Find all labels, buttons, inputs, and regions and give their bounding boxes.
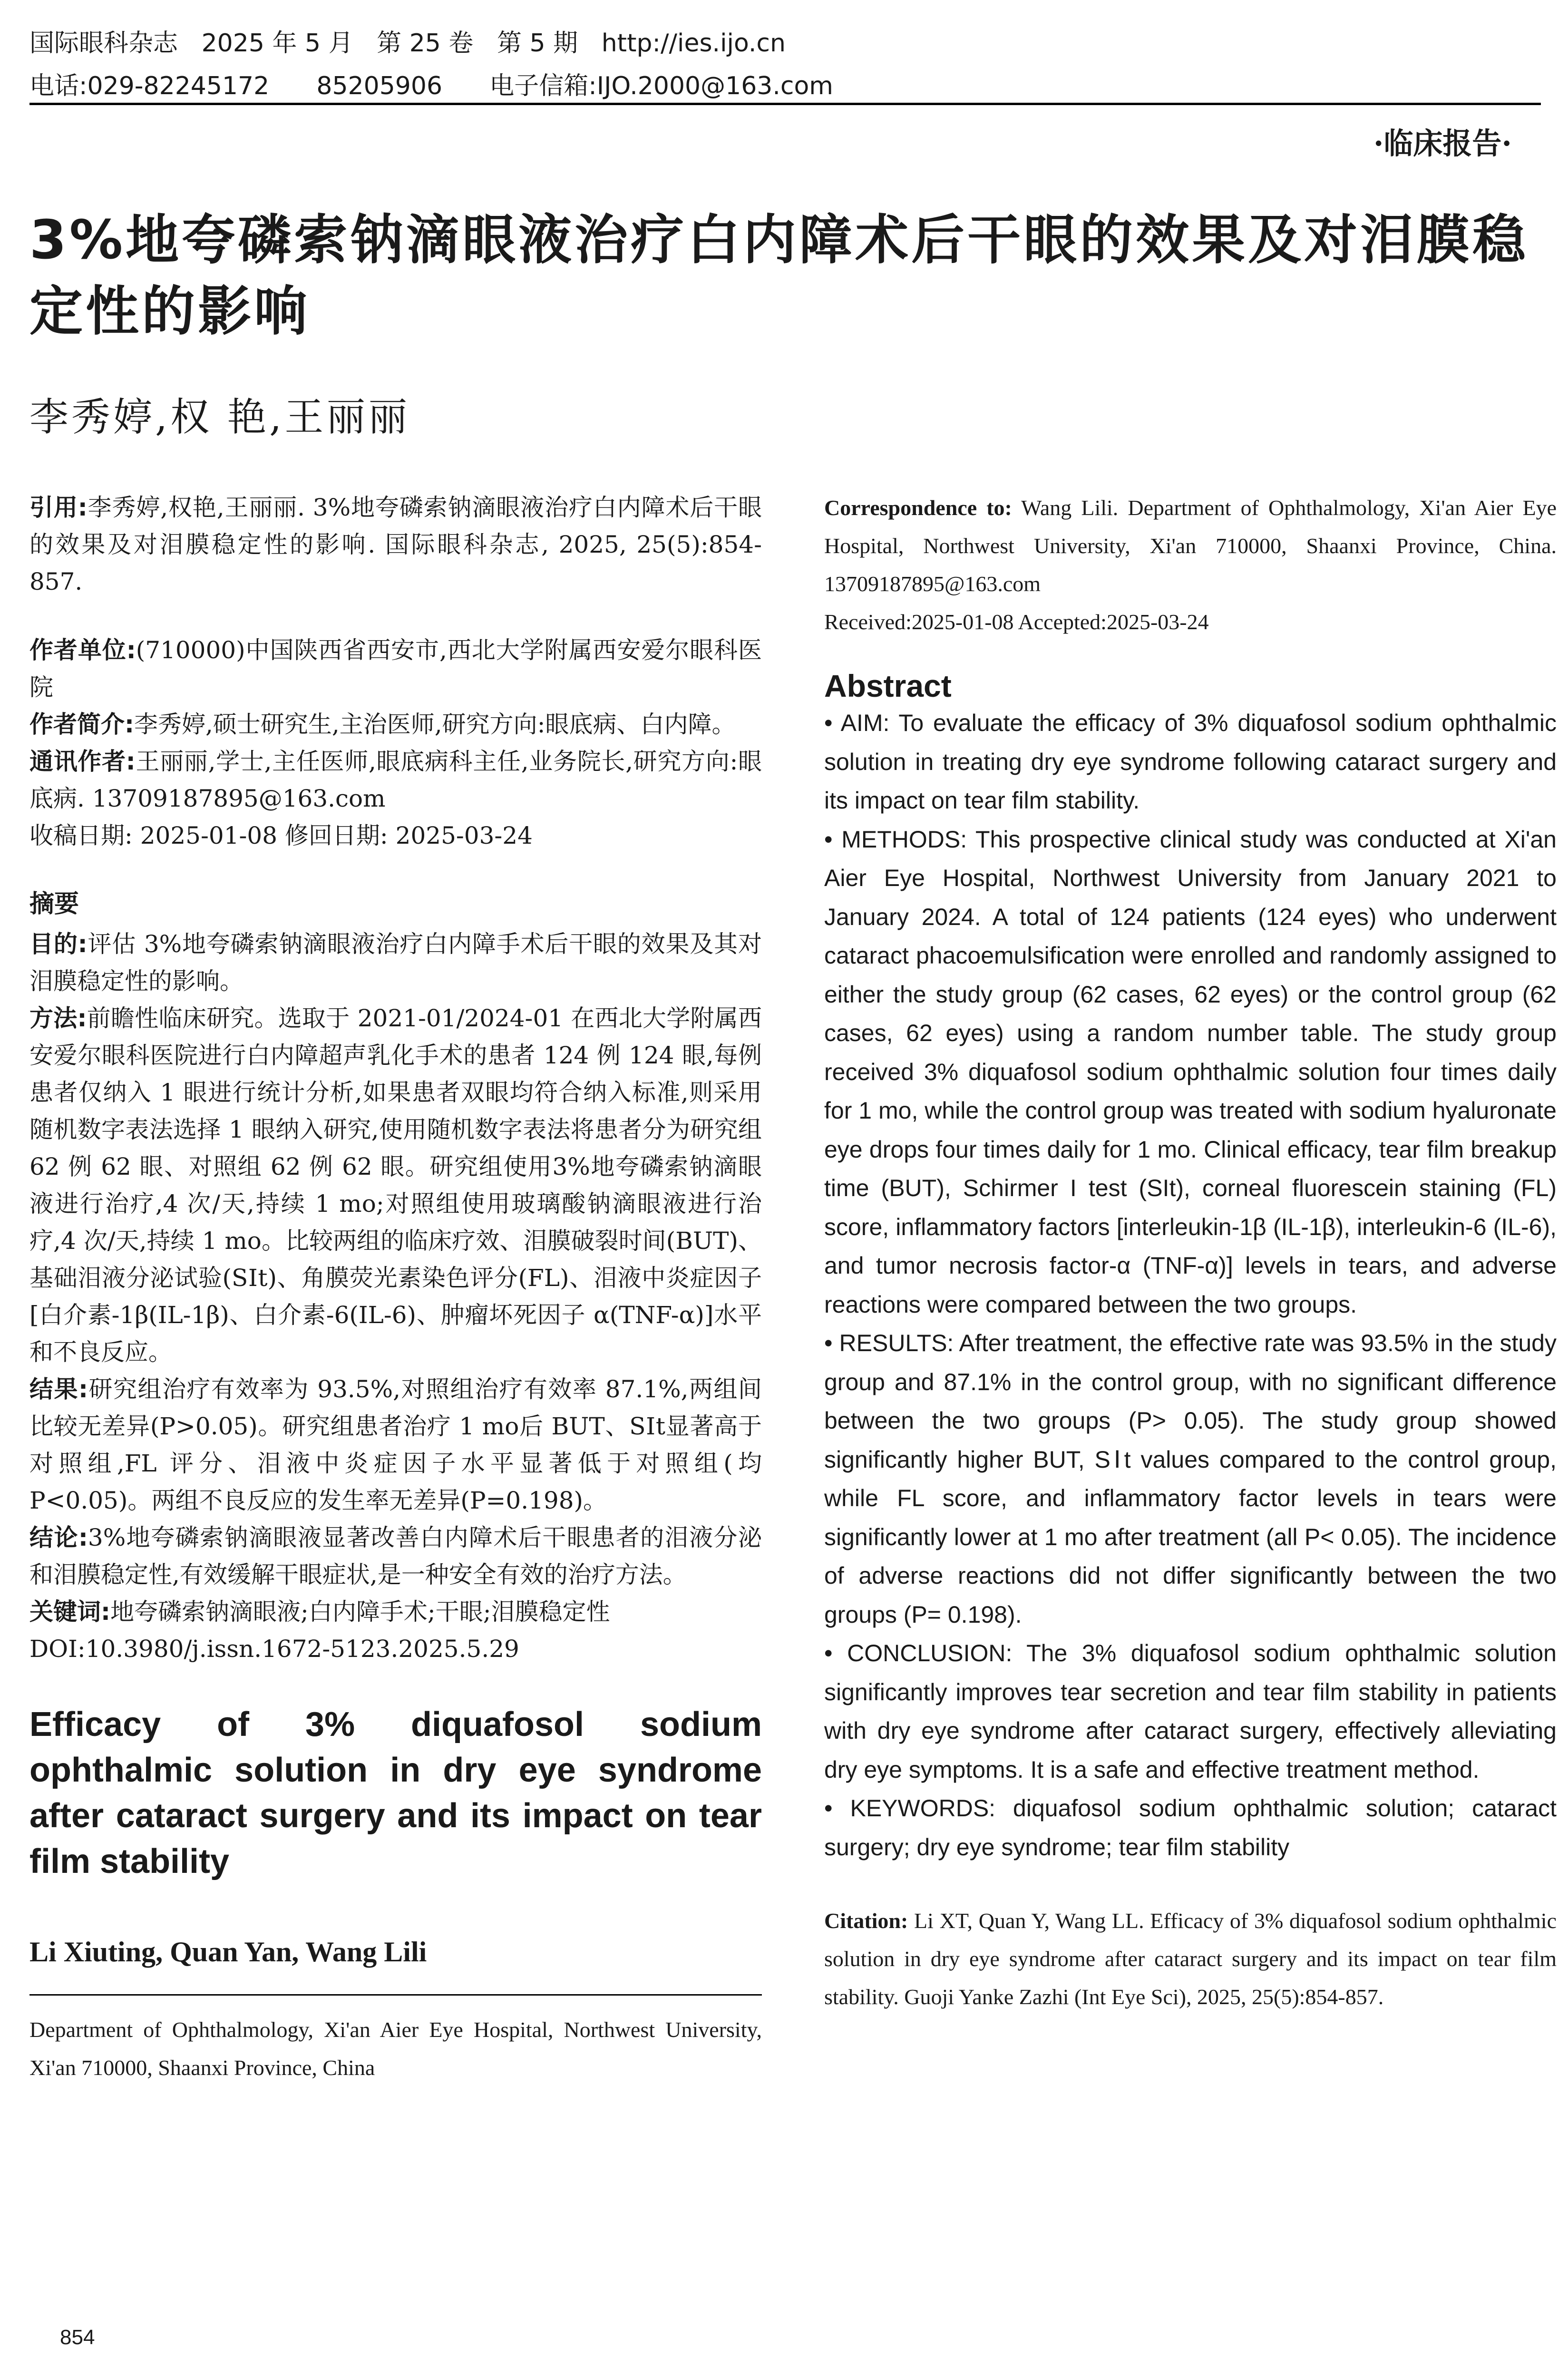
page-number: 854 bbox=[60, 2326, 95, 2349]
article-title: 3%地夸磷索钠滴眼液治疗白内障术后干眼的效果及对泪膜稳定性的影响 bbox=[29, 209, 1529, 342]
right-column bbox=[824, 489, 1557, 2016]
correspondence bbox=[824, 489, 1557, 641]
citation-en bbox=[824, 1902, 1557, 2016]
abstract-keywords: • KEYWORDS: diquafosol sodium ophthalmic solution; cataract surgery; dry eye syndrome; tear film stability bbox=[824, 1795, 1557, 1861]
authors-zh: 李秀婷,权 艳,王丽丽 bbox=[29, 395, 410, 440]
english-authors: Li Xiuting, Quan Yan, Wang Lili bbox=[29, 1936, 427, 1968]
citation-zh bbox=[29, 489, 762, 600]
journal-header-line2: 电话:029-82245172 85205906 电子信箱:IJO.2000@163.com bbox=[29, 72, 833, 100]
received-accepted-dates: Received:2025-01-08 Accepted:2025-03-24 bbox=[824, 610, 1209, 634]
info-affiliation: 作者单位:(710000)中国陕西省西安市,西北大学附属西安爱尔眼科医院 bbox=[29, 636, 762, 701]
abstract-zh-doi: DOI:10.3980/j.issn.1672-5123.2025.5.29 bbox=[29, 1635, 519, 1663]
info-author-bio: 作者简介:李秀婷,硕士研究生,主治医师,研究方向:眼底病、白内障。 bbox=[29, 711, 736, 738]
abstract-aim: • AIM: To evaluate the efficacy of 3% diquafosol sodium ophthalmic solution in treating dry eye syndrome following cataract surgery and its impact on tear film stability. bbox=[824, 710, 1557, 814]
abstract-en bbox=[824, 704, 1557, 1867]
abstract-zh bbox=[29, 886, 762, 1667]
abstract-zh-aim: 目的:评估 3%地夸磷索钠滴眼液治疗白内障手术后干眼的效果及其对泪膜稳定性的影响。 bbox=[29, 930, 762, 995]
header-divider bbox=[29, 103, 1541, 105]
info-corresponding-author: 通讯作者:王丽丽,学士,主任医师,眼底病科主任,业务院长,研究方向:眼底病. 13709187895@163.com bbox=[29, 748, 762, 812]
abstract-zh-methods: 方法:前瞻性临床研究。选取于 2021-01/2024-01 在西北大学附属西安爱尔眼科医院进行白内障超声乳化手术的患者 124 例 124 眼,每例患者仅纳入 1 眼进行统计分析,如果患者双眼均符合纳入标准,则采用随机数字表法选择 1 眼纳入研究,使用随机数字表法将患者分为研究组 62 例 62 眼、对照组 62 例 62 眼。研究组使用3%地夸磷索钠滴眼液进行治疗,4 次/天,持续 1 mo;对照组使用玻璃酸钠滴眼液进行治疗,4 次/天,持续 1 mo。比较两组的临床疗效、泪膜破裂时间(BUT)、基础泪液分泌试验(SⅠt)、角膜荧光素染色评分(FL)、泪液中炎症因子[白介素-1β(IL-1β)、白介素-6(IL-6)、肿瘤坏死因子 α(TNF-α)]水平和不良反应。 bbox=[29, 1004, 762, 1366]
abstract-zh-conclusion: 结论:3%地夸磷索钠滴眼液显著改善白内障术后干眼患者的泪液分泌和泪膜稳定性,有效缓解干眼症状,是一种安全有效的治疗方法。 bbox=[29, 1524, 762, 1588]
abstract-zh-heading: 摘要 bbox=[29, 890, 79, 918]
journal-header-line1: 国际眼科杂志 2025 年 5 月 第 25 卷 第 5 期 http://ies.ijo.cn bbox=[29, 29, 786, 58]
citation-zh-label: 引用: bbox=[29, 494, 88, 521]
affiliation-divider bbox=[29, 1994, 762, 1996]
citation-en-label: Citation: bbox=[824, 1909, 908, 1933]
abstract-heading: Abstract bbox=[824, 668, 952, 703]
english-title: Efficacy of 3% diquafosol sodium ophthalmic solution in dry eye syndrome after cataract surgery and its impact on tear film stability bbox=[29, 1705, 762, 1880]
left-column bbox=[29, 489, 762, 2087]
section-tag: ·临床报告· bbox=[1373, 126, 1512, 161]
abstract-methods: • METHODS: This prospective clinical study was conducted at Xi'an Aier Eye Hospital, Northwest University from January 2021 to January 2024. A total of 124 patients (124 eyes) who underwent cataract phacoemulsification were enrolled and randomly assigned to either the study group (62 cases, 62 eyes) or the control group (62 cases, 62 eyes) using a random number table. The study group received 3% diquafosol sodium ophthalmic solution four times daily for 1 mo, while the control group was treated with sodium hyaluronate eye drops four times daily for 1 mo. Clinical efficacy, tear film breakup time (BUT), Schirmer I test (SIt), corneal fluorescein staining (FL) score, inflammatory factors [interleukin-1β (IL-1β), interleukin-6 (IL-6), and tumor necrosis factor-α (TNF-α)] levels in tears, and adverse reactions were compared between the two groups. bbox=[824, 826, 1557, 1318]
correspondence-label: Correspondence to: bbox=[824, 496, 1012, 520]
correspondence-text: Wang Lili. Department of Ophthalmology, Xi'an Aier Eye Hospital, Northwest University, Xi'an 710000, Shaanxi Province, China. 13709187895@163.com bbox=[824, 496, 1557, 596]
citation-en-text: Li XT, Quan Y, Wang LL. Efficacy of 3% diquafosol sodium ophthalmic solution in dry eye syndrome after cataract surgery and its impact on tear film stability. Guoji Yanke Zazhi (Int Eye Sci), 2025, 25(5):854-857. bbox=[824, 1909, 1557, 2009]
abstract-zh-keywords: 关键词:地夸磷索钠滴眼液;白内障手术;干眼;泪膜稳定性 bbox=[29, 1598, 610, 1626]
english-affiliation: Department of Ophthalmology, Xi'an Aier Eye Hospital, Northwest University, Xi'an 710000, Shaanxi Province, China bbox=[29, 2017, 762, 2080]
abstract-results: • RESULTS: After treatment, the effective rate was 93.5% in the study group and 87.1% in the control group, with no significant difference between the two groups (P> 0.05). The study group showed significantly higher BUT, SⅠt values compared to the control group, while FL score, and inflammatory factor levels in tears were significantly lower at 1 mo after treatment (all P< 0.05). The incidence of adverse reactions did not differ significantly between the two groups (P= 0.198). bbox=[824, 1330, 1557, 1628]
info-dates: 收稿日期: 2025-01-08 修回日期: 2025-03-24 bbox=[29, 822, 533, 849]
citation-zh-text: 李秀婷,权艳,王丽丽. 3%地夸磷索钠滴眼液治疗白内障术后干眼的效果及对泪膜稳定性的影响. 国际眼科杂志, 2025, 25(5):854-857. bbox=[29, 494, 762, 595]
author-info bbox=[29, 632, 762, 854]
abstract-zh-results: 结果:研究组治疗有效率为 93.5%,对照组治疗有效率 87.1%,两组间比较无差异(P>0.05)。研究组患者治疗 1 mo后 BUT、SⅠt显著高于对照组,FL 评分、泪液中炎症因子水平显著低于对照组(均 P<0.05)。两组不良反应的发生率无差异(P=0.198)。 bbox=[29, 1375, 762, 1514]
abstract-conclusion: • CONCLUSION: The 3% diquafosol sodium ophthalmic solution significantly improves tear secretion and tear film stability in patients with dry eye syndrome after cataract surgery, effectively alleviating dry eye symptoms. It is a safe and effective treatment method. bbox=[824, 1640, 1557, 1783]
